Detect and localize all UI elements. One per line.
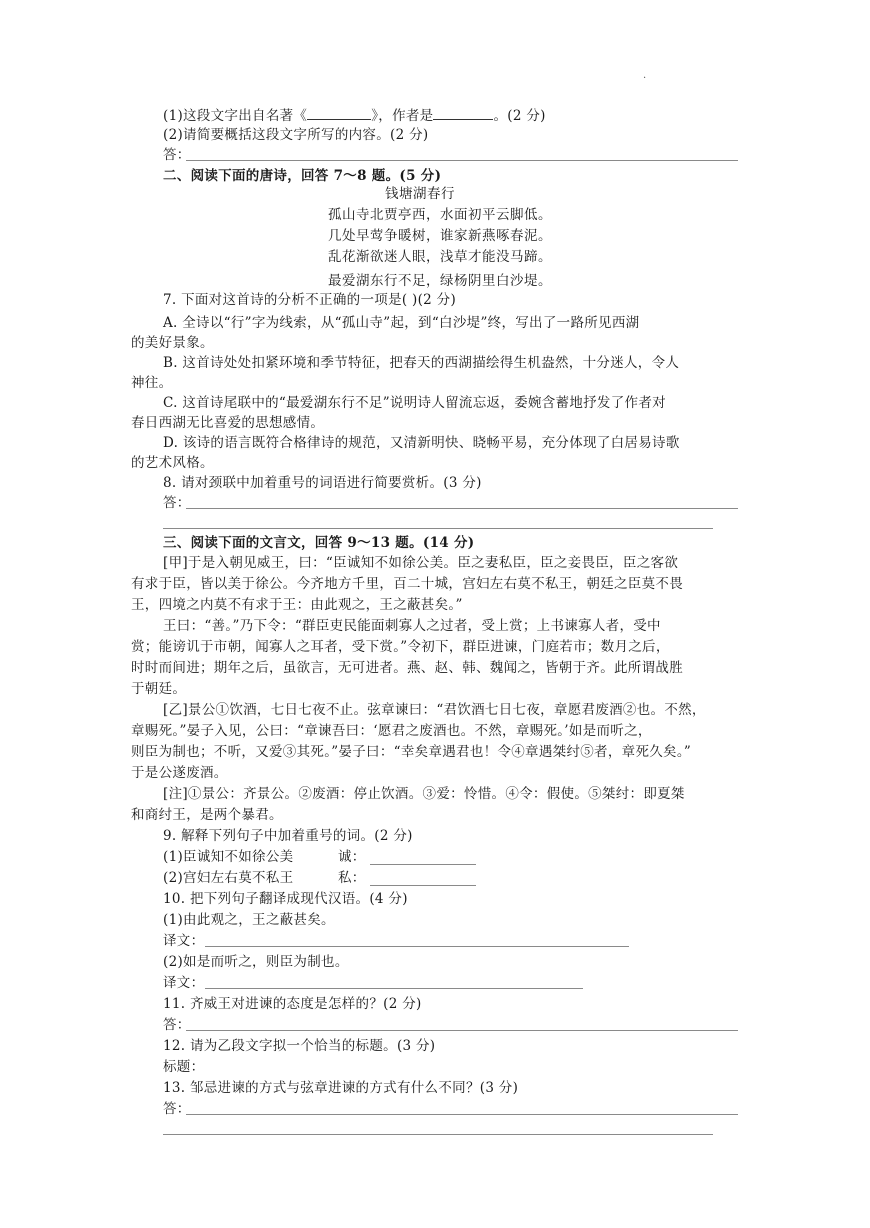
question-7: 7. 下面对这首诗的分析不正确的一项是( )(2 分) [163,292,457,308]
book-title-blank[interactable] [307,105,371,120]
answer-line[interactable] [186,160,738,161]
option-d-cont: 的艺术风格。 [131,455,214,471]
question-12: 12. 请为乙段文字拟一个恰当的标题。(3 分) [163,1038,436,1054]
passage-yi: 章赐死。”晏子入见，公曰：“章谏吾曰：‘愿君之废酒也。不然，章赐死。’如是而听之， [131,723,652,739]
corner-mark: . [643,70,647,81]
question-11: 11. 齐威王对进谏的态度是怎样的？(2 分) [163,996,422,1012]
passage-jia: 时时而间进；期年之后，虽欲言，无可进者。燕、赵、韩、魏闻之，皆朝于齐。此所谓战胜 [131,660,683,676]
answer-line[interactable] [186,1030,738,1031]
question-8: 8. 请对颈联中加着重号的词语进行简要赏析。(3 分) [163,475,482,491]
passage-jia: 于朝廷。 [131,681,187,697]
answer-line[interactable] [186,508,738,509]
passage-jia: 王曰：“善。”乃下令：“群臣吏民能面刺寡人之过者，受上赏；上书谏寡人者，受中 [163,618,661,634]
translation-label: 译文： [163,975,205,991]
passage-yi: [乙]景公①饮酒，七日七夜不止。弦章谏曰：“君饮酒七日七夜，章愿君废酒②也。不然， [163,702,706,718]
option-c-cont: 春日西湖无比喜爱的思想感情。 [131,415,325,431]
poem-line: 孤山寺北贾亭西，水面初平云脚低。 [328,207,552,223]
q-source-line [163,105,743,126]
answer-line[interactable] [163,1134,713,1135]
passage-notes: [注]①景公：齐景公。②废酒：停止饮酒。③爱：怜惜。④令：假使。⑤桀纣：即夏桀 [163,786,685,802]
poem-line: 几处早莺争暖树，谁家新燕啄春泥。 [328,228,552,244]
q9-2-word: 私： [338,870,366,886]
question-10-1: (1)由此观之，王之蔽甚矣。 [163,912,335,928]
answer-line[interactable] [186,1114,738,1115]
poem-title: 钱塘湖春行 [385,186,455,202]
answer-line[interactable] [163,528,713,529]
answer-label: 答： [163,495,191,511]
passage-yi: 于是公遂废酒。 [131,765,228,781]
question-9: 9. 解释下列句子中加着重号的词。(2 分) [163,828,413,844]
answer-label: 答： [163,1017,191,1033]
question-10: 10. 把下列句子翻译成现代汉语。(4 分) [163,891,408,907]
passage-jia: 王，四境之内莫不有求于王：由此观之，王之蔽甚矣。” [131,597,463,613]
answer-line[interactable] [205,988,583,989]
q-source-text-a: (1)这段文字出自名著《 [163,108,308,124]
passage-notes: 和商纣王，是两个暴君。 [131,807,283,823]
passage-jia: [甲]于是入朝见威王，曰：“臣诚知不如徐公美。臣之妻私臣，臣之妾畏臣，臣之客欲 [163,555,679,571]
q-summary: (2)请简要概括这段文字所写的内容。(2 分) [163,127,429,143]
option-a: A. 全诗以“行”字为线索，从“孤山寺”起，到“白沙堤”终，写出了一路所见西湖 [163,315,640,331]
answer-line[interactable] [370,885,476,886]
q-source-text-c: 。(2 分) [493,108,546,124]
section-heading-3: 三、阅读下面的文言文，回答 9～13 题。(14 分) [163,535,475,551]
section-heading-2: 二、阅读下面的唐诗，回答 7～8 题。(5 分) [163,168,442,184]
passage-yi: 则臣为制也；不听，又爱③其死。”晏子曰：“幸矣章遇君也！令④章遇桀纣⑤者，章死久矣。” [131,744,692,760]
option-b: B. 这首诗处处扣紧环境和季节特征，把春天的西湖描绘得生机盎然，十分迷人，令人 [163,355,680,371]
author-blank[interactable] [433,105,493,120]
option-b-cont: 神往。 [131,375,173,391]
translation-label: 译文： [163,933,205,949]
question-9-1: (1)臣诚知不如徐公美 [163,849,294,865]
poem-line: 乱花渐欲迷人眼，浅草才能没马蹄。 [328,249,552,265]
option-c: C. 这首诗尾联中的“最爱湖东行不足”说明诗人留流忘返，委婉含蓄地抒发了作者对 [163,395,666,411]
answer-label: 答： [163,147,191,163]
title-label: 标题： [163,1059,205,1075]
q-source-text-b: 》，作者是 [371,108,434,124]
question-9-2: (2)宫妇左右莫不私王 [163,870,294,886]
passage-jia: 有求于臣，皆以美于徐公。今齐地方千里，百二十城，宫妇左右莫不私王，朝廷之臣莫不畏 [131,576,683,592]
option-a-cont: 的美好景象。 [131,335,214,351]
answer-label: 答： [163,1101,191,1117]
question-10-2: (2)如是而听之，则臣为制也。 [163,954,349,970]
passage-jia: 赏；能谤讥于市朝，闻寡人之耳者，受下赏。”令初下，群臣进谏，门庭若市；数月之后， [131,639,670,655]
poem-line: 最爱湖东行不足，绿杨阴里白沙堤。 [328,273,552,289]
q9-1-word: 诚： [338,849,366,865]
option-d: D. 该诗的语言既符合格律诗的规范，又清新明快、晓畅平易，充分体现了白居易诗歌 [163,435,680,451]
question-13: 13. 邹忌进谏的方式与弦章进谏的方式有什么不同？(3 分) [163,1080,519,1096]
answer-line[interactable] [205,946,629,947]
answer-line[interactable] [370,864,476,865]
